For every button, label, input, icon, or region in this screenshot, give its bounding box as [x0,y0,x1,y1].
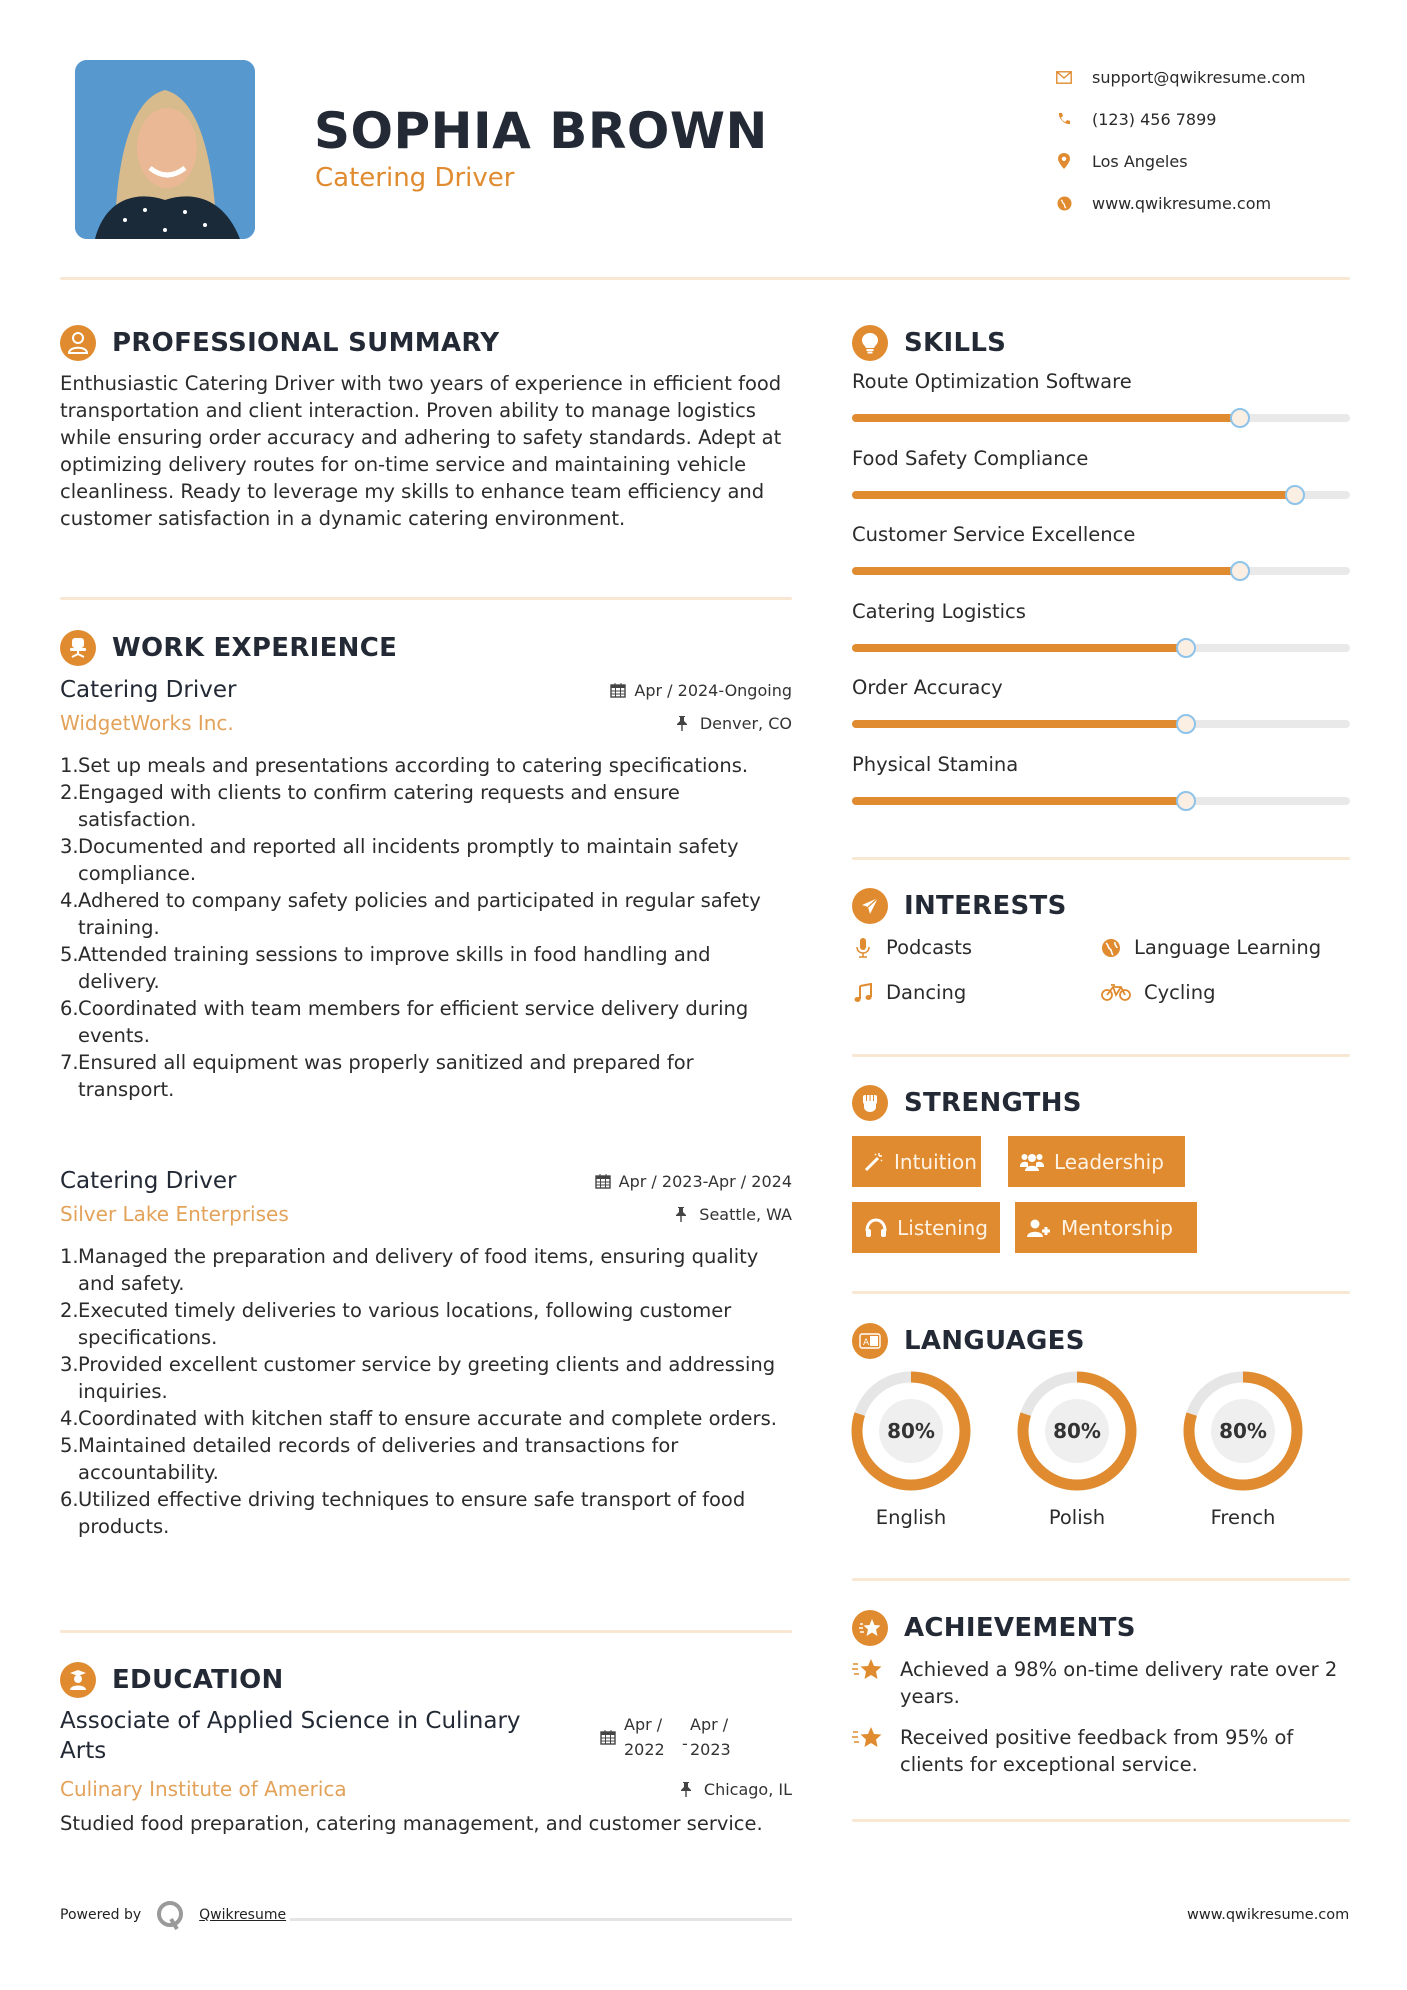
section-header-achievements [852,1610,1136,1646]
section-header-strengths [852,1085,1082,1121]
website-text[interactable]: www.qwikresume.com [1092,193,1272,213]
contact-phone [1055,98,1306,140]
bullet: Utilized effective driving techniques to ensure safe transport of food products. [78,1488,746,1538]
graduate-icon [60,1662,96,1698]
star-badge-icon [852,1610,888,1646]
user-plus-icon [1027,1216,1051,1240]
section-title: SKILLS [904,328,1007,358]
skill-item: Customer Service Excellence [852,523,1350,575]
summary-text: Enthusiastic Catering Driver with two years of experience in efficient food transportation and client interaction. Proven ability to manage logistics while ensuring order accuracy and adhering to safety standards. Adept at optimizing delivery routes for on-time service and maintaining vehicle cleanliness. Ready to leverage my skills to enhance team efficiency and customer satisfaction in a dynamic catering environment. [60,372,782,530]
music-note-icon [852,982,874,1004]
strength-chip: Mentorship [1015,1202,1197,1253]
section-header-summary [60,325,499,361]
phone-text[interactable]: (123) 456 7899 [1092,109,1217,129]
skill-bar [852,567,1350,575]
contact-location [1055,140,1306,182]
pushpin-icon [680,1781,696,1797]
fist-icon [852,1085,888,1121]
magic-wand-icon [864,1150,884,1174]
location-text: Los Angeles [1092,151,1188,171]
bullet: Adhered to company safety policies and participated in regular safety training. [78,889,761,939]
calendar-icon [600,1729,616,1745]
job-title: Catering Driver [60,1168,237,1194]
language-progress-ring: 80% [850,1370,972,1492]
section-divider [852,1054,1350,1057]
bullet: Documented and reported all incidents promptly to maintain safety compliance. [78,835,739,885]
skill-knob [1176,638,1196,658]
calendar-icon [610,682,626,698]
paper-plane-icon [852,888,888,924]
interest-item: Language Learning [1100,936,1321,959]
section-header-skills [852,325,1006,361]
bullet: Coordinated with team members for efficient service delivery during events. [78,997,749,1047]
strength-chip: Leadership [1008,1136,1185,1187]
job-bullets [60,752,792,1103]
job-dates: Apr / 2024-Ongoing [610,681,792,700]
candidate-name: SOPHIA BROWN [314,102,768,160]
profile-photo [75,60,255,239]
interest-item: Podcasts [852,936,972,959]
skill-knob [1176,714,1196,734]
globe-icon [1100,937,1122,959]
skill-knob [1176,791,1196,811]
powered-by: Powered by Qwikresume [60,1900,286,1930]
section-divider [60,597,792,600]
job-entry [60,674,792,1103]
skill-item: Order Accuracy [852,676,1350,728]
skill-knob [1285,485,1305,505]
pushpin-icon [676,715,692,731]
globe-icon [1055,194,1073,212]
language-progress-ring: 80% [1182,1370,1304,1492]
translate-icon [852,1323,888,1359]
section-divider [852,857,1350,860]
bullet: Ensured all equipment was properly sanitized and prepared for transport. [78,1051,694,1101]
section-title: LANGUAGES [904,1326,1085,1356]
school-name: Culinary Institute of America [60,1777,347,1801]
bullet: Managed the preparation and delivery of food items, ensuring quality and safety. [78,1245,759,1295]
user-icon [60,325,96,361]
headphones-icon [864,1216,887,1240]
qwikresume-link[interactable]: Qwikresume [199,1907,287,1923]
map-pin-icon [1055,152,1073,170]
skill-bar [852,797,1350,805]
strength-chip: Intuition [852,1136,981,1187]
lightbulb-icon [852,325,888,361]
svg-text:A: A [863,1338,870,1348]
bullet: Executed timely deliveries to various locations, following customer specifications. [78,1299,732,1349]
section-title: ACHIEVEMENTS [904,1613,1136,1643]
company-name: Silver Lake Enterprises [60,1202,289,1226]
email-text[interactable]: support@qwikresume.com [1092,67,1306,87]
language-item: 80% Polish [1016,1370,1138,1529]
star-icon [852,1724,886,1754]
skill-item: Route Optimization Software [852,370,1350,422]
education-description: Studied food preparation, catering management, and customer service. [60,1812,763,1835]
language-item: 80% French [1182,1370,1304,1529]
skill-item: Physical Stamina [852,753,1350,805]
bullet: Set up meals and presentations according to catering specifications. [78,754,749,777]
skill-bar [852,644,1350,652]
bullet: Coordinated with kitchen staff to ensure accurate and complete orders. [78,1407,777,1430]
star-icon [852,1656,886,1686]
skill-knob [1230,408,1250,428]
office-chair-icon [60,630,96,666]
skill-item: Catering Logistics [852,600,1350,652]
envelope-icon [1055,68,1073,86]
footer-website[interactable]: www.qwikresume.com [1187,1907,1350,1923]
phone-icon [1055,110,1073,128]
skill-item: Food Safety Compliance [852,447,1350,499]
skill-bar [852,414,1350,422]
section-divider [852,1819,1350,1822]
language-progress-ring: 80% [1016,1370,1138,1492]
bullet: Attended training sessions to improve skills in food handling and delivery. [78,943,711,993]
candidate-job-title: Catering Driver [315,163,515,193]
skill-bar [852,491,1350,499]
section-header-interests [852,888,1067,924]
section-title: EDUCATION [112,1665,284,1695]
bullet: Maintained detailed records of deliveries and transactions for accountability. [78,1434,679,1484]
section-divider [852,1291,1350,1294]
language-item: 80% English [850,1370,972,1529]
interest-item: Dancing [852,981,966,1004]
calendar-icon [595,1173,611,1189]
contact-email [1055,56,1306,98]
education-dates: Apr / 2022 - Apr / 2023 [600,1712,731,1762]
section-title: PROFESSIONAL SUMMARY [112,328,500,358]
group-icon [1020,1150,1044,1174]
degree-title: Associate of Applied Science in Culinary Arts [60,1708,521,1764]
pushpin-icon [675,1206,691,1222]
contact-list [1055,56,1306,224]
job-location: Denver, CO [676,714,792,733]
section-title: STRENGTHS [904,1088,1082,1118]
education-location: Chicago, IL [680,1780,792,1799]
bullet: Provided excellent customer service by greeting clients and addressing inquiries. [78,1353,776,1403]
job-entry [60,1165,792,1540]
skill-bar [852,720,1350,728]
achievement-item: Achieved a 98% on-time delivery rate over 2 years. [852,1656,1350,1710]
section-header-experience [60,630,397,666]
qwikresume-logo-icon [155,1900,185,1930]
section-divider [60,1630,792,1633]
section-header-languages [852,1323,1085,1359]
contact-website [1055,182,1306,224]
section-title: WORK EXPERIENCE [112,633,398,663]
microphone-icon [852,937,874,959]
job-dates: Apr / 2023-Apr / 2024 [595,1172,792,1191]
education-entry [60,1706,792,1837]
achievement-item: Received positive feedback from 95% of clients for exceptional service. [852,1724,1350,1778]
interest-item: Cycling [1100,981,1215,1004]
section-title: INTERESTS [904,891,1067,921]
job-title: Catering Driver [60,677,237,703]
job-bullets [60,1243,792,1540]
job-location: Seattle, WA [675,1205,792,1224]
footer-divider [290,1918,792,1921]
section-divider [852,1578,1350,1581]
company-name: WidgetWorks Inc. [60,711,234,735]
bullet: Engaged with clients to confirm catering requests and ensure satisfaction. [78,781,680,831]
header-divider [60,277,1350,280]
bicycle-icon [1100,982,1132,1004]
section-header-education [60,1662,284,1698]
strength-chip: Listening [852,1202,1000,1253]
skill-knob [1230,561,1250,581]
